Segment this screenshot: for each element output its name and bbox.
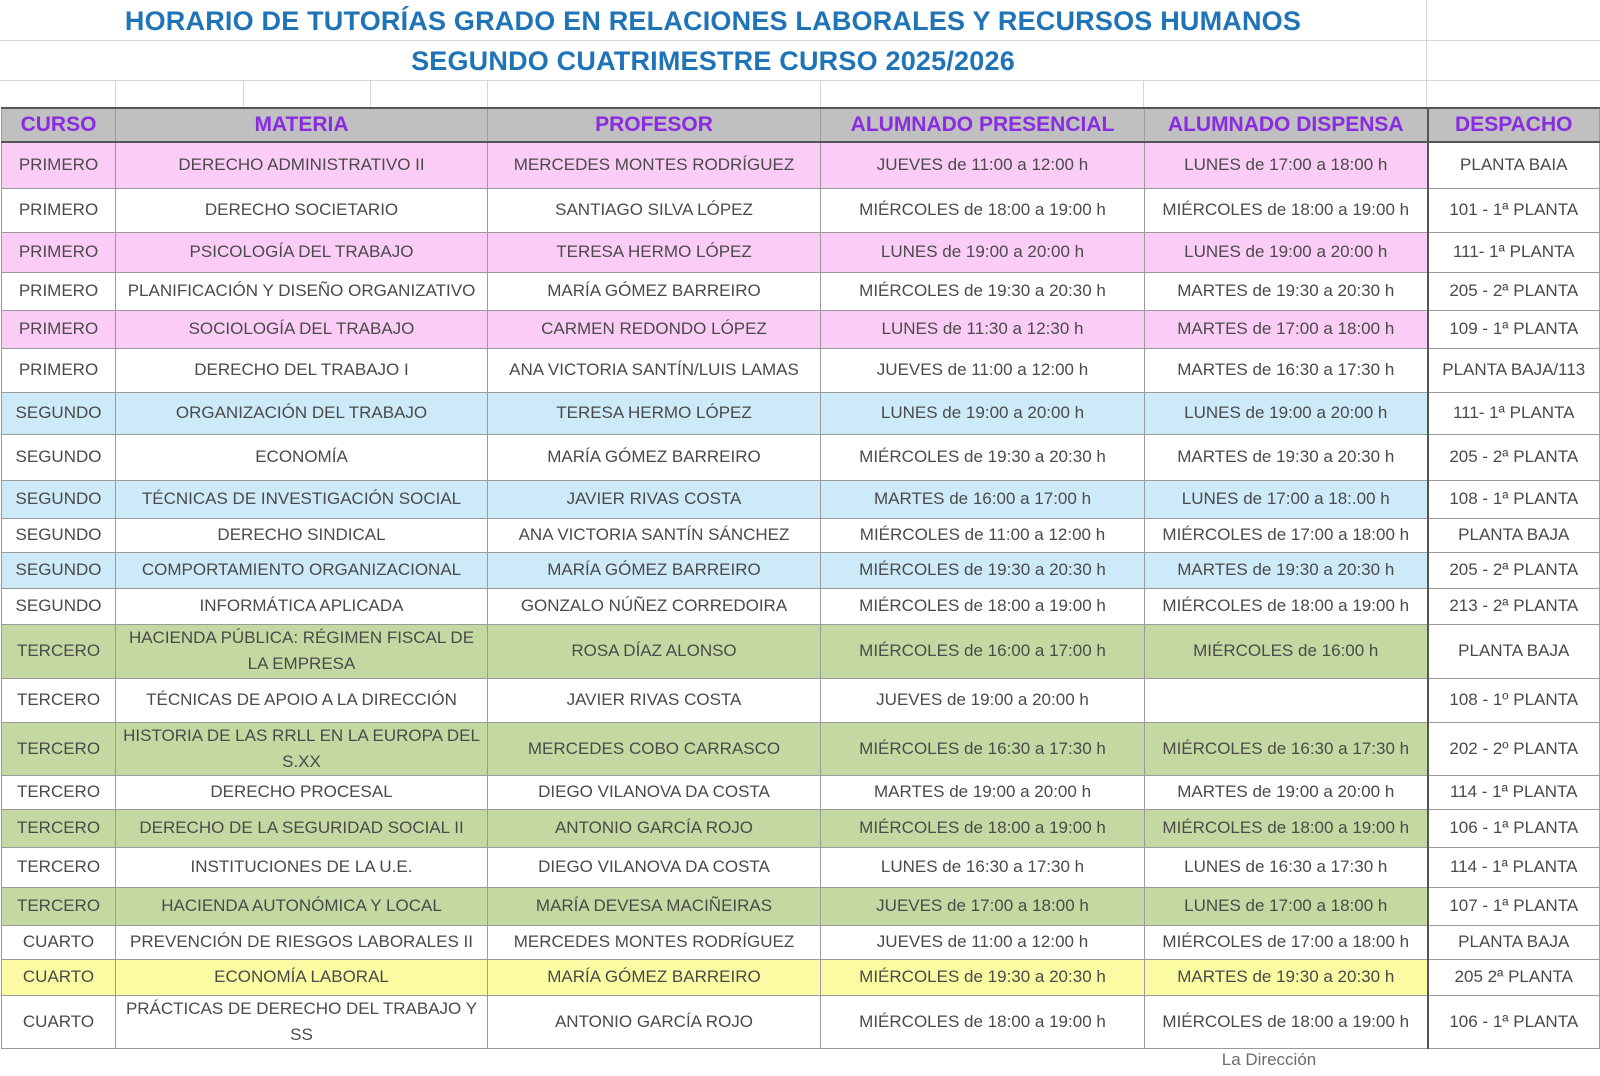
cell-profesor: MARÍA GÓMEZ BARREIRO — [488, 552, 821, 588]
table-row — [2, 624, 1600, 678]
cell-curso: PRIMERO — [2, 142, 116, 188]
table-row — [2, 887, 1600, 925]
cell-presencial: JUEVES de 11:00 a 12:00 h — [821, 348, 1145, 392]
cell-curso: TERCERO — [2, 678, 116, 722]
cell-dispensa: MARTES de 19:30 a 20:30 h — [1145, 434, 1428, 480]
cell-curso: SEGUNDO — [2, 480, 116, 518]
table-row — [2, 480, 1600, 518]
cell-profesor: CARMEN REDONDO LÓPEZ — [488, 310, 821, 348]
cell-despacho: 106 - 1ª PLANTA — [1428, 995, 1600, 1048]
table-row — [2, 678, 1600, 722]
cell-profesor: MARÍA GÓMEZ BARREIRO — [488, 272, 821, 310]
cell-materia: TÉCNICAS DE APOIO A LA DIRECCIÓN — [116, 678, 488, 722]
table-row — [2, 142, 1600, 188]
column-header-materia: MATERIA — [116, 108, 488, 142]
cell-despacho: 205 - 2ª PLANTA — [1428, 272, 1600, 310]
cell-profesor: SANTIAGO SILVA LÓPEZ — [488, 188, 821, 232]
cell-despacho: 205 - 2ª PLANTA — [1428, 434, 1600, 480]
table-row — [2, 959, 1600, 995]
cell-presencial: MIÉRCOLES de 18:00 a 19:00 h — [821, 188, 1145, 232]
column-header-dispensa: ALUMNADO DISPENSA — [1145, 108, 1428, 142]
cell-presencial: MIÉRCOLES de 16:00 a 17:00 h — [821, 624, 1145, 678]
cell-dispensa: MARTES de 19:30 a 20:30 h — [1145, 959, 1428, 995]
cell-presencial: MIÉRCOLES de 18:00 a 19:00 h — [821, 809, 1145, 847]
cell-presencial: MARTES de 19:00 a 20:00 h — [821, 775, 1145, 809]
cell-curso: SEGUNDO — [2, 392, 116, 434]
cell-curso: SEGUNDO — [2, 518, 116, 552]
cell-materia: DERECHO ADMINISTRATIVO II — [116, 142, 488, 188]
cell-profesor: TERESA HERMO LÓPEZ — [488, 392, 821, 434]
cell-profesor: ANA VICTORIA SANTÍN SÁNCHEZ — [488, 518, 821, 552]
cell-despacho: 111- 1ª PLANTA — [1428, 392, 1600, 434]
cell-curso: TERCERO — [2, 887, 116, 925]
cell-profesor: TERESA HERMO LÓPEZ — [488, 232, 821, 272]
cell-curso: TERCERO — [2, 624, 116, 678]
cell-profesor: GONZALO NÚÑEZ CORREDOIRA — [488, 588, 821, 624]
column-header-despacho: DESPACHO — [1428, 108, 1600, 142]
cell-profesor: DIEGO VILANOVA DA COSTA — [488, 847, 821, 887]
cell-dispensa: MIÉRCOLES de 18:00 a 19:00 h — [1145, 588, 1428, 624]
cell-curso: PRIMERO — [2, 272, 116, 310]
cell-despacho: 111- 1ª PLANTA — [1428, 232, 1600, 272]
cell-dispensa: MIÉRCOLES de 18:00 a 19:00 h — [1145, 188, 1428, 232]
cell-profesor: MARÍA GÓMEZ BARREIRO — [488, 959, 821, 995]
cell-profesor: ANA VICTORIA SANTÍN/LUIS LAMAS — [488, 348, 821, 392]
column-header-profesor: PROFESOR — [488, 108, 821, 142]
cell-presencial: MIÉRCOLES de 16:30 a 17:30 h — [821, 722, 1145, 775]
cell-curso: CUARTO — [2, 925, 116, 959]
cell-despacho: 205 - 2ª PLANTA — [1428, 552, 1600, 588]
cell-presencial: LUNES de 16:30 a 17:30 h — [821, 847, 1145, 887]
cell-dispensa: MARTES de 17:00 a 18:00 h — [1145, 310, 1428, 348]
cell-despacho: PLANTA BAJA — [1428, 925, 1600, 959]
column-header-curso: CURSO — [2, 108, 116, 142]
grid-line — [820, 80, 821, 107]
cell-curso: TERCERO — [2, 722, 116, 775]
cell-presencial: JUEVES de 17:00 a 18:00 h — [821, 887, 1145, 925]
table-row — [2, 518, 1600, 552]
table-row — [2, 775, 1600, 809]
cell-dispensa: MARTES de 19:30 a 20:30 h — [1145, 272, 1428, 310]
cell-presencial: MIÉRCOLES de 18:00 a 19:00 h — [821, 995, 1145, 1048]
cell-profesor: ANTONIO GARCÍA ROJO — [488, 809, 821, 847]
cell-materia: ECONOMÍA — [116, 434, 488, 480]
cell-curso: SEGUNDO — [2, 434, 116, 480]
cell-curso: SEGUNDO — [2, 552, 116, 588]
cell-despacho: 107 - 1ª PLANTA — [1428, 887, 1600, 925]
cell-despacho: 109 - 1ª PLANTA — [1428, 310, 1600, 348]
cell-despacho: PLANTA BAJA — [1428, 624, 1600, 678]
page-subtitle: SEGUNDO CUATRIMESTRE CURSO 2025/2026 — [411, 46, 1015, 76]
cell-curso: TERCERO — [2, 775, 116, 809]
cell-profesor: MARÍA DEVESA MACIÑEIRAS — [488, 887, 821, 925]
cell-dispensa: MARTES de 19:00 a 20:00 h — [1145, 775, 1428, 809]
grid-line — [370, 80, 371, 107]
cell-profesor: JAVIER RIVAS COSTA — [488, 678, 821, 722]
cell-materia: PREVENCIÓN DE RIESGOS LABORALES II — [116, 925, 488, 959]
cell-materia: PSICOLOGÍA DEL TRABAJO — [116, 232, 488, 272]
cell-materia: INSTITUCIONES DE LA U.E. — [116, 847, 488, 887]
table-row — [2, 925, 1600, 959]
cell-dispensa: LUNES de 19:00 a 20:00 h — [1145, 392, 1428, 434]
table-row — [2, 392, 1600, 434]
cell-presencial: MIÉRCOLES de 19:30 a 20:30 h — [821, 959, 1145, 995]
table-row — [2, 272, 1600, 310]
cell-profesor: MERCEDES COBO CARRASCO — [488, 722, 821, 775]
cell-dispensa: LUNES de 17:00 a 18:.00 h — [1145, 480, 1428, 518]
cell-materia: HISTORIA DE LAS RRLL EN LA EUROPA DEL S.XX — [116, 722, 488, 775]
cell-profesor: ANTONIO GARCÍA ROJO — [488, 995, 821, 1048]
cell-materia: DERECHO DEL TRABAJO I — [116, 348, 488, 392]
cell-despacho: 101 - 1ª PLANTA — [1428, 188, 1600, 232]
cell-curso: SEGUNDO — [2, 588, 116, 624]
tutorias-table — [1, 107, 1600, 1049]
cell-presencial: LUNES de 19:00 a 20:00 h — [821, 232, 1145, 272]
cell-dispensa: LUNES de 19:00 a 20:00 h — [1145, 232, 1428, 272]
cell-despacho: PLANTA BAJA/113 — [1428, 348, 1600, 392]
table-row — [2, 995, 1600, 1048]
cell-despacho: 205 2ª PLANTA — [1428, 959, 1600, 995]
cell-curso: PRIMERO — [2, 310, 116, 348]
cell-materia: INFORMÁTICA APLICADA — [116, 588, 488, 624]
cell-presencial: JUEVES de 19:00 a 20:00 h — [821, 678, 1145, 722]
cell-despacho: 114 - 1ª PLANTA — [1428, 847, 1600, 887]
cell-despacho: PLANTA BAIA — [1428, 142, 1600, 188]
cell-curso: PRIMERO — [2, 348, 116, 392]
cell-materia: TÉCNICAS DE INVESTIGACIÓN SOCIAL — [116, 480, 488, 518]
table-row — [2, 232, 1600, 272]
cell-materia: ECONOMÍA LABORAL — [116, 959, 488, 995]
cell-dispensa: LUNES de 17:00 a 18:00 h — [1145, 887, 1428, 925]
cell-despacho: PLANTA BAJA — [1428, 518, 1600, 552]
cell-dispensa: MIÉRCOLES de 18:00 a 19:00 h — [1145, 809, 1428, 847]
cell-presencial: LUNES de 11:30 a 12:30 h — [821, 310, 1145, 348]
cell-despacho: 213 - 2ª PLANTA — [1428, 588, 1600, 624]
cell-materia: ORGANIZACIÓN DEL TRABAJO — [116, 392, 488, 434]
cell-dispensa: LUNES de 16:30 a 17:30 h — [1145, 847, 1428, 887]
cell-profesor: DIEGO VILANOVA DA COSTA — [488, 775, 821, 809]
cell-curso: CUARTO — [2, 959, 116, 995]
cell-dispensa: MIÉRCOLES de 17:00 a 18:00 h — [1145, 925, 1428, 959]
grid-line — [243, 80, 244, 107]
cell-materia: DERECHO DE LA SEGURIDAD SOCIAL II — [116, 809, 488, 847]
cell-dispensa: MARTES de 19:30 a 20:30 h — [1145, 552, 1428, 588]
cell-presencial: JUEVES de 11:00 a 12:00 h — [821, 142, 1145, 188]
page-title: HORARIO DE TUTORÍAS GRADO EN RELACIONES LABORALES Y RECURSOS HUMANOS — [124, 6, 1302, 36]
footer-signature: La Dirección — [1221, 1050, 1317, 1069]
table-row — [2, 847, 1600, 887]
cell-despacho: 106 - 1ª PLANTA — [1428, 809, 1600, 847]
table-row — [2, 588, 1600, 624]
cell-curso: CUARTO — [2, 995, 116, 1048]
cell-profesor: MERCEDES MONTES RODRÍGUEZ — [488, 142, 821, 188]
grid-line — [0, 40, 1600, 41]
cell-dispensa: MIÉRCOLES de 17:00 a 18:00 h — [1145, 518, 1428, 552]
cell-materia: DERECHO SINDICAL — [116, 518, 488, 552]
cell-curso: PRIMERO — [2, 188, 116, 232]
cell-profesor: JAVIER RIVAS COSTA — [488, 480, 821, 518]
table-row — [2, 310, 1600, 348]
grid-line — [0, 80, 1600, 81]
table-row — [2, 552, 1600, 588]
grid-line — [487, 80, 488, 107]
cell-dispensa: MIÉRCOLES de 18:00 a 19:00 h — [1145, 995, 1428, 1048]
table-row — [2, 348, 1600, 392]
table-body — [2, 142, 1600, 1048]
cell-presencial: MARTES de 16:00 a 17:00 h — [821, 480, 1145, 518]
cell-materia: SOCIOLOGÍA DEL TRABAJO — [116, 310, 488, 348]
cell-dispensa: MIÉRCOLES de 16:30 a 17:30 h — [1145, 722, 1428, 775]
cell-materia: DERECHO PROCESAL — [116, 775, 488, 809]
grid-line — [1143, 80, 1144, 107]
grid-line — [115, 80, 116, 107]
cell-dispensa — [1145, 678, 1428, 722]
table-row — [2, 188, 1600, 232]
cell-despacho: 108 - 1ª PLANTA — [1428, 480, 1600, 518]
cell-dispensa: LUNES de 17:00 a 18:00 h — [1145, 142, 1428, 188]
cell-profesor: MARÍA GÓMEZ BARREIRO — [488, 434, 821, 480]
grid-line — [1426, 0, 1427, 107]
cell-profesor: MERCEDES MONTES RODRÍGUEZ — [488, 925, 821, 959]
cell-presencial: MIÉRCOLES de 19:30 a 20:30 h — [821, 272, 1145, 310]
cell-materia: PRÁCTICAS DE DERECHO DEL TRABAJO Y SS — [116, 995, 488, 1048]
cell-despacho: 202 - 2º PLANTA — [1428, 722, 1600, 775]
cell-despacho: 114 - 1ª PLANTA — [1428, 775, 1600, 809]
column-header-presencial: ALUMNADO PRESENCIAL — [821, 108, 1145, 142]
cell-despacho: 108 - 1º PLANTA — [1428, 678, 1600, 722]
cell-presencial: MIÉRCOLES de 19:30 a 20:30 h — [821, 552, 1145, 588]
cell-curso: TERCERO — [2, 847, 116, 887]
table-row — [2, 722, 1600, 775]
cell-profesor: ROSA DÍAZ ALONSO — [488, 624, 821, 678]
cell-materia: DERECHO SOCIETARIO — [116, 188, 488, 232]
cell-presencial: MIÉRCOLES de 18:00 a 19:00 h — [821, 588, 1145, 624]
cell-curso: PRIMERO — [2, 232, 116, 272]
cell-materia: HACIENDA AUTONÓMICA Y LOCAL — [116, 887, 488, 925]
cell-dispensa: MARTES de 16:30 a 17:30 h — [1145, 348, 1428, 392]
table-row — [2, 434, 1600, 480]
table-row — [2, 809, 1600, 847]
cell-presencial: JUEVES de 11:00 a 12:00 h — [821, 925, 1145, 959]
cell-presencial: MIÉRCOLES de 19:30 a 20:30 h — [821, 434, 1145, 480]
cell-materia: HACIENDA PÚBLICA: RÉGIMEN FISCAL DE LA EMPRESA — [116, 624, 488, 678]
table-header-row — [2, 108, 1600, 142]
cell-presencial: LUNES de 19:00 a 20:00 h — [821, 392, 1145, 434]
cell-curso: TERCERO — [2, 809, 116, 847]
cell-presencial: MIÉRCOLES de 11:00 a 12:00 h — [821, 518, 1145, 552]
cell-dispensa: MIÉRCOLES de 16:00 h — [1145, 624, 1428, 678]
cell-materia: COMPORTAMIENTO ORGANIZACIONAL — [116, 552, 488, 588]
cell-materia: PLANIFICACIÓN Y DISEÑO ORGANIZATIVO — [116, 272, 488, 310]
